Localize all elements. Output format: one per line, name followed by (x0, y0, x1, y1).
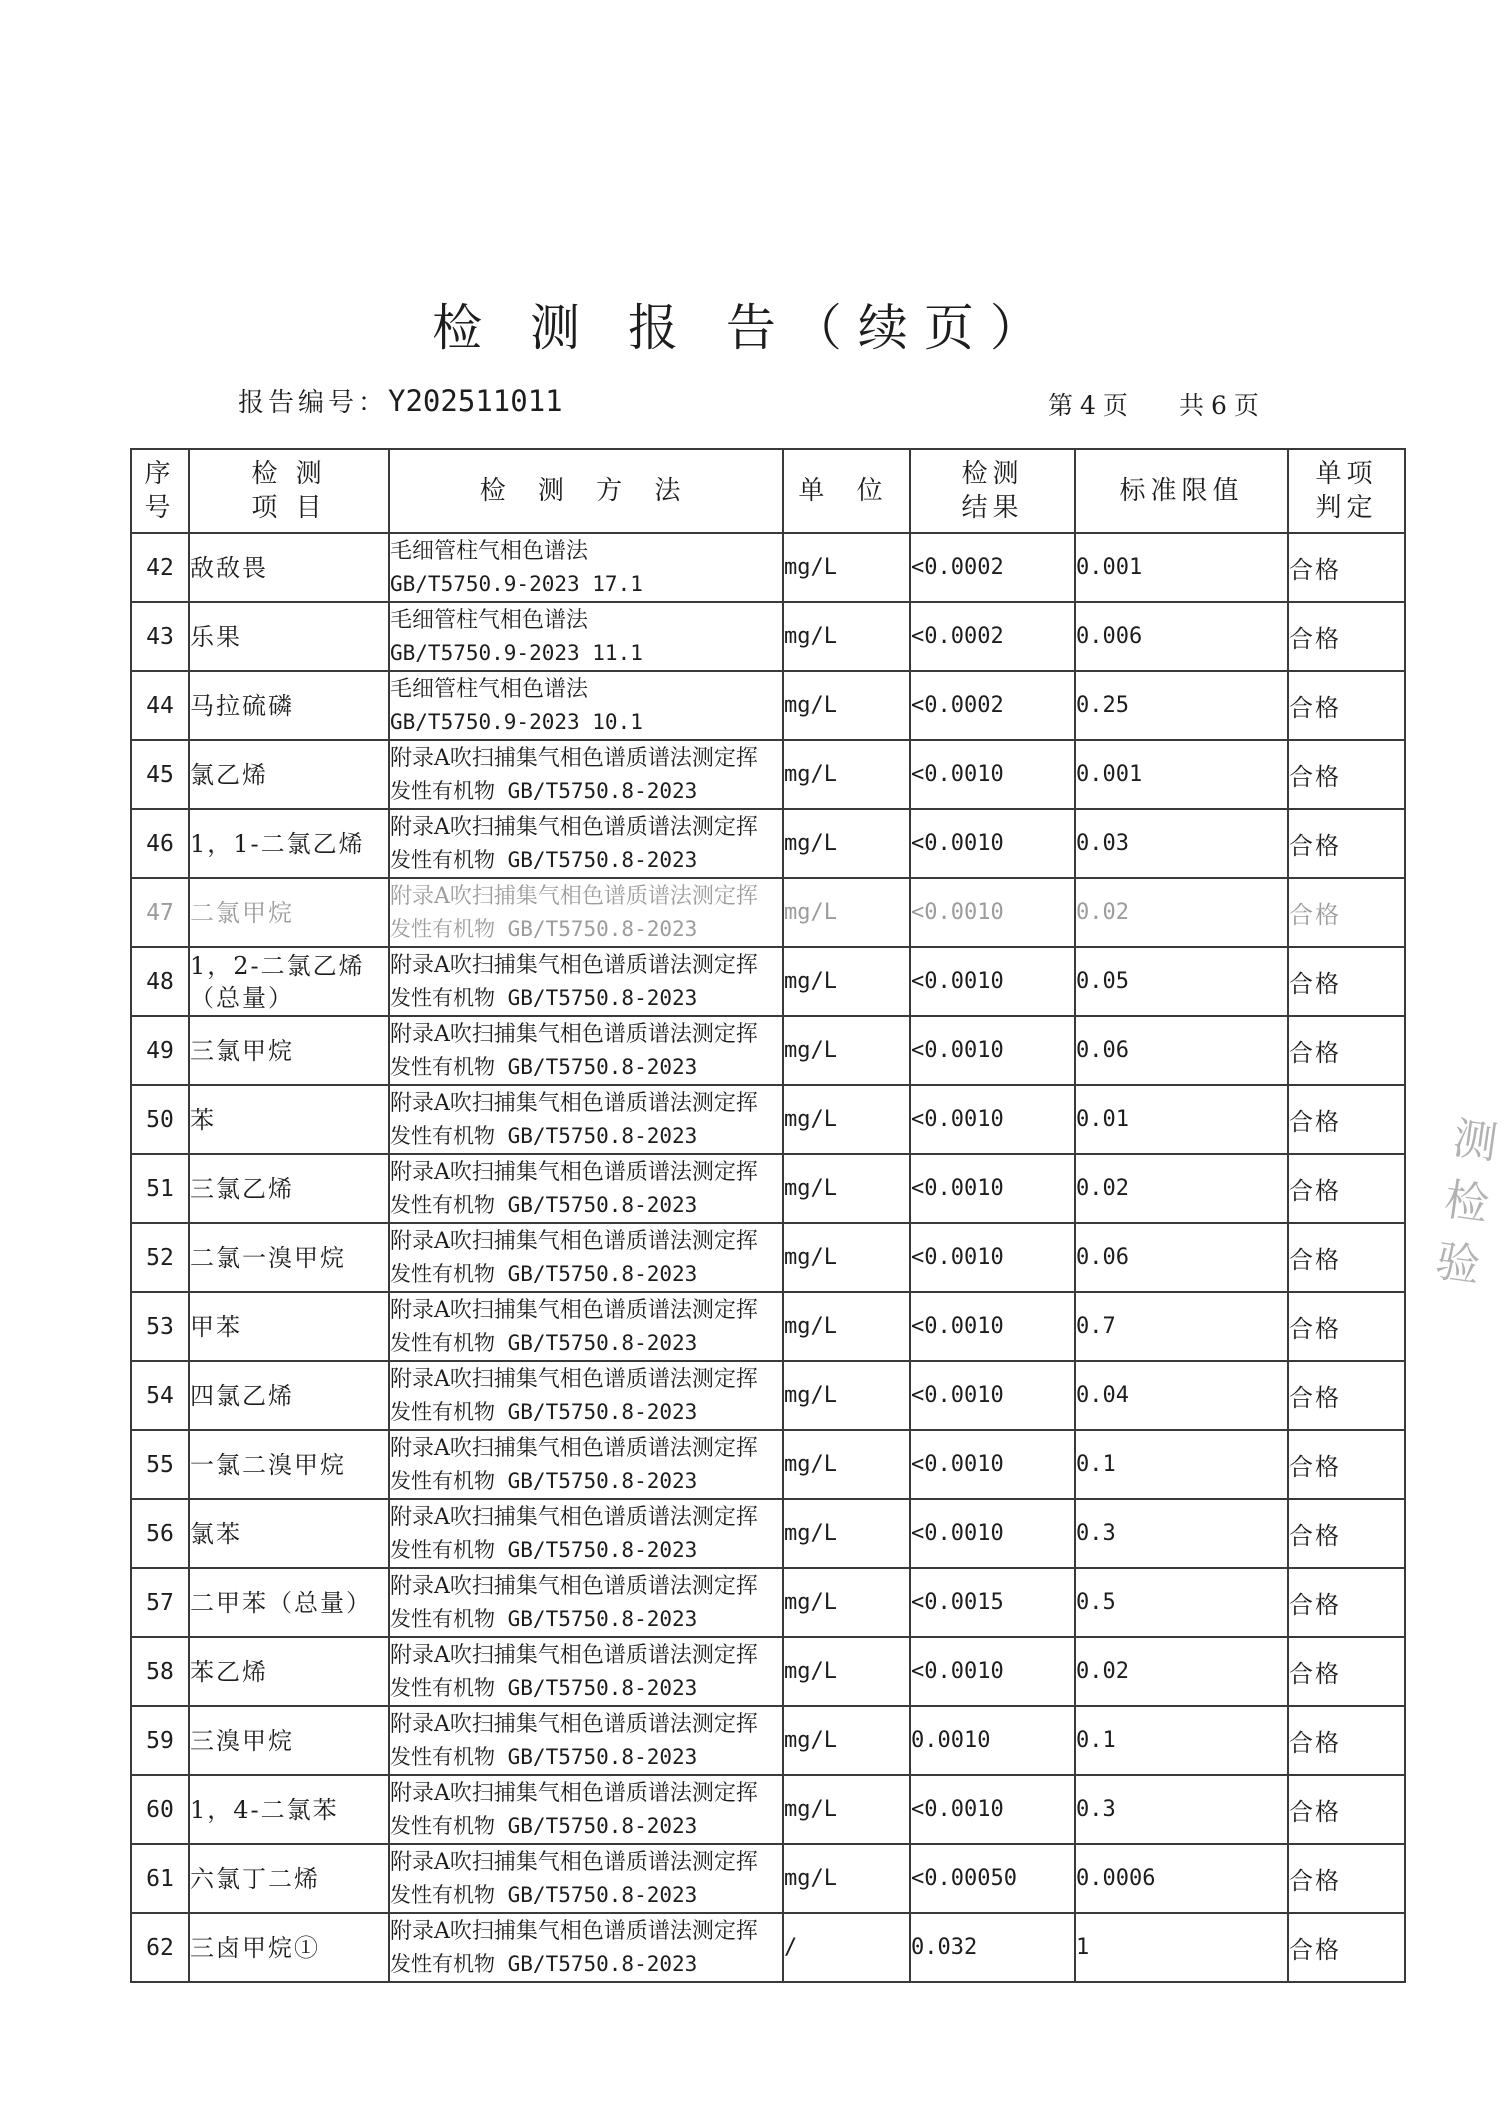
cell-item: 二氯甲烷 (189, 878, 389, 947)
cell-unit: mg/L (783, 1568, 910, 1637)
method-line-1: 附录A吹扫捕集气相色谱质谱法测定挥 (390, 1711, 758, 1737)
method-line-1: 附录A吹扫捕集气相色谱质谱法测定挥 (390, 952, 758, 978)
cell-method (389, 1154, 783, 1223)
cell-result: <0.0010 (910, 878, 1075, 947)
cell-method (389, 1292, 783, 1361)
cell-item: 苯 (189, 1085, 389, 1154)
cell-no: 54 (131, 1361, 189, 1430)
method-line-1: 附录A吹扫捕集气相色谱质谱法测定挥 (390, 1297, 758, 1323)
method-line-1: 附录A吹扫捕集气相色谱质谱法测定挥 (390, 1435, 758, 1461)
stamp-char: 测 (1449, 1112, 1501, 1170)
table-row (131, 947, 1405, 1016)
method-line-1: 附录A吹扫捕集气相色谱质谱法测定挥 (390, 1504, 758, 1530)
cell-verdict: 合格 (1288, 671, 1405, 740)
cell-method (389, 602, 783, 671)
cell-result: <0.0010 (910, 809, 1075, 878)
cell-no: 52 (131, 1223, 189, 1292)
cell-method (389, 1085, 783, 1154)
cell-result: <0.0010 (910, 947, 1075, 1016)
cell-no: 45 (131, 740, 189, 809)
page-total: 6 (1210, 391, 1230, 420)
cell-verdict: 合格 (1288, 1085, 1405, 1154)
cell-result: <0.0010 (910, 1430, 1075, 1499)
cell-no: 46 (131, 809, 189, 878)
cell-limit: 1 (1075, 1913, 1288, 1982)
cell-item: 甲苯 (189, 1292, 389, 1361)
cell-item: 马拉硫磷 (189, 671, 389, 740)
results-table (130, 448, 1406, 1983)
cell-no: 62 (131, 1913, 189, 1982)
cell-result: <0.0002 (910, 671, 1075, 740)
page-total-suffix: 页 (1233, 391, 1262, 420)
method-line-1: 附录A吹扫捕集气相色谱质谱法测定挥 (390, 883, 758, 909)
cell-unit: mg/L (783, 740, 910, 809)
method-line-1: 附录A吹扫捕集气相色谱质谱法测定挥 (390, 1021, 758, 1047)
cell-result: <0.0010 (910, 740, 1075, 809)
method-line-1: 附录A吹扫捕集气相色谱质谱法测定挥 (390, 1573, 758, 1599)
cell-limit: 0.006 (1075, 602, 1288, 671)
method-line-1: 毛细管柱气相色谱法 (390, 538, 589, 564)
cell-no: 43 (131, 602, 189, 671)
table-row (131, 1844, 1405, 1913)
cell-method (389, 671, 783, 740)
method-line-2: 发性有机物 GB/T5750.8-2023 (390, 1261, 698, 1286)
table-row (131, 1499, 1405, 1568)
cell-item: 三卤甲烷① (189, 1913, 389, 1982)
cell-method (389, 1844, 783, 1913)
table-row (131, 1016, 1405, 1085)
method-line-2: GB/T5750.9-2023 17.1 (390, 571, 643, 596)
cell-item: 氯苯 (189, 1499, 389, 1568)
cell-item: 三氯甲烷 (189, 1016, 389, 1085)
table-row (131, 740, 1405, 809)
cell-unit: mg/L (783, 1016, 910, 1085)
cell-no: 55 (131, 1430, 189, 1499)
page-current: 4 (1080, 391, 1099, 420)
table-row (131, 533, 1405, 602)
cell-unit: mg/L (783, 602, 910, 671)
cell-verdict: 合格 (1288, 1223, 1405, 1292)
cell-method (389, 1430, 783, 1499)
cell-unit: mg/L (783, 1223, 910, 1292)
cell-item: 三氯乙烯 (189, 1154, 389, 1223)
cell-unit: mg/L (783, 1085, 910, 1154)
cell-unit: mg/L (783, 809, 910, 878)
cell-verdict: 合格 (1288, 1361, 1405, 1430)
method-line-2: 发性有机物 GB/T5750.8-2023 (390, 778, 698, 803)
table-row (131, 1292, 1405, 1361)
cell-item: 二氯一溴甲烷 (189, 1223, 389, 1292)
cell-no: 49 (131, 1016, 189, 1085)
cell-item: 1，1-二氯乙烯 (189, 809, 389, 878)
cell-no: 42 (131, 533, 189, 602)
stamp-char: 检 (1441, 1174, 1492, 1231)
cell-verdict: 合格 (1288, 1913, 1405, 1982)
cell-verdict: 合格 (1288, 1775, 1405, 1844)
cell-limit: 0.05 (1075, 947, 1288, 1016)
cell-verdict: 合格 (1288, 1706, 1405, 1775)
method-line-2: 发性有机物 GB/T5750.8-2023 (390, 1123, 698, 1148)
table-row (131, 1775, 1405, 1844)
cell-unit: mg/L (783, 671, 910, 740)
table-row (131, 1154, 1405, 1223)
header-unit: 单 位 (783, 449, 910, 533)
method-line-2: 发性有机物 GB/T5750.8-2023 (390, 1744, 698, 1769)
method-line-2: 发性有机物 GB/T5750.8-2023 (390, 916, 698, 941)
header-limit: 标准限值 (1075, 449, 1288, 533)
cell-limit: 0.06 (1075, 1223, 1288, 1292)
table-row (131, 1568, 1405, 1637)
method-line-1: 毛细管柱气相色谱法 (390, 676, 589, 702)
page-indicator (1048, 386, 1266, 422)
table-row (131, 1706, 1405, 1775)
cell-limit: 0.04 (1075, 1361, 1288, 1430)
report-number (238, 382, 563, 419)
report-title: 检 测 报 告（续页） (432, 299, 1056, 357)
table-row (131, 671, 1405, 740)
cell-result: <0.0010 (910, 1637, 1075, 1706)
header-result: 检测 结果 (910, 449, 1075, 533)
table-row (131, 1430, 1405, 1499)
method-line-2: 发性有机物 GB/T5750.8-2023 (390, 1054, 698, 1079)
cell-limit: 0.06 (1075, 1016, 1288, 1085)
header-method: 检 测 方 法 (389, 449, 783, 533)
header-verdict: 单项 判定 (1288, 449, 1405, 533)
cell-method (389, 878, 783, 947)
page-total-prefix: 共 (1178, 391, 1207, 420)
cell-verdict: 合格 (1288, 1844, 1405, 1913)
cell-limit: 0.5 (1075, 1568, 1288, 1637)
cell-limit: 0.1 (1075, 1706, 1288, 1775)
cell-verdict: 合格 (1288, 809, 1405, 878)
method-line-2: 发性有机物 GB/T5750.8-2023 (390, 1192, 698, 1217)
table-body (131, 533, 1405, 1982)
table-row (131, 809, 1405, 878)
seal-stamp-fragment (1423, 1108, 1505, 1362)
method-line-1: 附录A吹扫捕集气相色谱质谱法测定挥 (390, 745, 758, 771)
cell-verdict: 合格 (1288, 878, 1405, 947)
header-item: 检 测 项 目 (189, 449, 389, 533)
cell-item: 1，4-二氯苯 (189, 1775, 389, 1844)
cell-item: 三溴甲烷 (189, 1706, 389, 1775)
method-line-2: 发性有机物 GB/T5750.8-2023 (390, 1951, 698, 1976)
cell-result: <0.0015 (910, 1568, 1075, 1637)
cell-result: <0.0010 (910, 1085, 1075, 1154)
cell-result: <0.0010 (910, 1361, 1075, 1430)
cell-limit: 0.0006 (1075, 1844, 1288, 1913)
cell-no: 59 (131, 1706, 189, 1775)
method-line-1: 附录A吹扫捕集气相色谱质谱法测定挥 (390, 1228, 758, 1254)
cell-item: 四氯乙烯 (189, 1361, 389, 1430)
cell-limit: 0.01 (1075, 1085, 1288, 1154)
cell-no: 53 (131, 1292, 189, 1361)
method-line-2: 发性有机物 GB/T5750.8-2023 (390, 1330, 698, 1355)
cell-method (389, 1775, 783, 1844)
cell-limit: 0.02 (1075, 1637, 1288, 1706)
cell-no: 47 (131, 878, 189, 947)
cell-limit: 0.25 (1075, 671, 1288, 740)
cell-method (389, 740, 783, 809)
cell-no: 57 (131, 1568, 189, 1637)
table-row (131, 1913, 1405, 1982)
method-line-2: 发性有机物 GB/T5750.8-2023 (390, 1537, 698, 1562)
cell-method (389, 1016, 783, 1085)
cell-method (389, 1913, 783, 1982)
method-line-2: 发性有机物 GB/T5750.8-2023 (390, 1813, 698, 1838)
cell-limit: 0.02 (1075, 1154, 1288, 1223)
cell-unit: mg/L (783, 533, 910, 602)
cell-result: <0.0010 (910, 1154, 1075, 1223)
cell-result: 0.032 (910, 1913, 1075, 1982)
cell-item: 一氯二溴甲烷 (189, 1430, 389, 1499)
method-line-1: 附录A吹扫捕集气相色谱质谱法测定挥 (390, 1159, 758, 1185)
method-line-1: 附录A吹扫捕集气相色谱质谱法测定挥 (390, 1918, 758, 1944)
cell-result: <0.0010 (910, 1016, 1075, 1085)
cell-method (389, 1637, 783, 1706)
method-line-1: 附录A吹扫捕集气相色谱质谱法测定挥 (390, 1090, 758, 1116)
report-number-value: Y202511011 (388, 384, 563, 418)
table-header (131, 449, 1405, 533)
cell-result: <0.0010 (910, 1223, 1075, 1292)
cell-unit: mg/L (783, 878, 910, 947)
table-row (131, 1361, 1405, 1430)
cell-item: 苯乙烯 (189, 1637, 389, 1706)
cell-method (389, 1706, 783, 1775)
cell-unit: mg/L (783, 1844, 910, 1913)
method-line-2: GB/T5750.9-2023 10.1 (390, 709, 643, 734)
cell-no: 60 (131, 1775, 189, 1844)
table-row (131, 1223, 1405, 1292)
method-line-1: 附录A吹扫捕集气相色谱质谱法测定挥 (390, 1780, 758, 1806)
cell-no: 44 (131, 671, 189, 740)
cell-item: 敌敌畏 (189, 533, 389, 602)
cell-limit: 0.02 (1075, 878, 1288, 947)
cell-limit: 0.1 (1075, 1430, 1288, 1499)
cell-result: <0.0010 (910, 1775, 1075, 1844)
cell-unit: mg/L (783, 1292, 910, 1361)
cell-limit: 0.001 (1075, 533, 1288, 602)
cell-unit: mg/L (783, 1775, 910, 1844)
cell-verdict: 合格 (1288, 1292, 1405, 1361)
cell-unit: mg/L (783, 1154, 910, 1223)
cell-verdict: 合格 (1288, 947, 1405, 1016)
cell-result: <0.0002 (910, 533, 1075, 602)
cell-method (389, 1568, 783, 1637)
cell-method (389, 809, 783, 878)
cell-no: 51 (131, 1154, 189, 1223)
cell-result: <0.0002 (910, 602, 1075, 671)
cell-unit: mg/L (783, 947, 910, 1016)
stamp-char: 验 (1432, 1235, 1484, 1293)
method-line-2: GB/T5750.9-2023 11.1 (390, 640, 643, 665)
cell-method (389, 1223, 783, 1292)
cell-no: 61 (131, 1844, 189, 1913)
cell-no: 48 (131, 947, 189, 1016)
method-line-2: 发性有机物 GB/T5750.8-2023 (390, 847, 698, 872)
page-prefix: 第 (1048, 391, 1077, 420)
cell-method (389, 1499, 783, 1568)
method-line-1: 附录A吹扫捕集气相色谱质谱法测定挥 (390, 814, 758, 840)
cell-result: 0.0010 (910, 1706, 1075, 1775)
method-line-2: 发性有机物 GB/T5750.8-2023 (390, 1675, 698, 1700)
cell-unit: mg/L (783, 1361, 910, 1430)
method-line-1: 附录A吹扫捕集气相色谱质谱法测定挥 (390, 1849, 758, 1875)
cell-unit: mg/L (783, 1499, 910, 1568)
cell-verdict: 合格 (1288, 1154, 1405, 1223)
cell-verdict: 合格 (1288, 740, 1405, 809)
cell-result: <0.0010 (910, 1499, 1075, 1568)
cell-item: 二甲苯（总量） (189, 1568, 389, 1637)
cell-item: 乐果 (189, 602, 389, 671)
table-row (131, 1085, 1405, 1154)
cell-limit: 0.03 (1075, 809, 1288, 878)
cell-verdict: 合格 (1288, 533, 1405, 602)
cell-no: 50 (131, 1085, 189, 1154)
table-row (131, 602, 1405, 671)
cell-result: <0.0010 (910, 1292, 1075, 1361)
cell-verdict: 合格 (1288, 1499, 1405, 1568)
cell-item: 1，2-二氯乙烯（总量） (189, 947, 389, 1016)
cell-unit: mg/L (783, 1637, 910, 1706)
cell-verdict: 合格 (1288, 1016, 1405, 1085)
cell-verdict: 合格 (1288, 602, 1405, 671)
cell-result: <0.00050 (910, 1844, 1075, 1913)
method-line-2: 发性有机物 GB/T5750.8-2023 (390, 1468, 698, 1493)
method-line-1: 附录A吹扫捕集气相色谱质谱法测定挥 (390, 1642, 758, 1668)
cell-item: 六氯丁二烯 (189, 1844, 389, 1913)
table-row (131, 878, 1405, 947)
page-char: 页 (1102, 391, 1131, 420)
cell-item: 氯乙烯 (189, 740, 389, 809)
cell-limit: 0.7 (1075, 1292, 1288, 1361)
method-line-1: 毛细管柱气相色谱法 (390, 607, 589, 633)
method-line-2: 发性有机物 GB/T5750.8-2023 (390, 985, 698, 1010)
method-line-1: 附录A吹扫捕集气相色谱质谱法测定挥 (390, 1366, 758, 1392)
cell-limit: 0.001 (1075, 740, 1288, 809)
cell-unit: mg/L (783, 1706, 910, 1775)
cell-verdict: 合格 (1288, 1568, 1405, 1637)
header-no: 序 号 (131, 449, 189, 533)
cell-method (389, 533, 783, 602)
cell-unit: mg/L (783, 1430, 910, 1499)
cell-no: 56 (131, 1499, 189, 1568)
table-row (131, 1637, 1405, 1706)
report-number-label: 报告编号： (238, 388, 389, 418)
cell-unit: / (783, 1913, 910, 1982)
cell-limit: 0.3 (1075, 1775, 1288, 1844)
cell-verdict: 合格 (1288, 1637, 1405, 1706)
cell-no: 58 (131, 1637, 189, 1706)
method-line-2: 发性有机物 GB/T5750.8-2023 (390, 1606, 698, 1631)
cell-method (389, 947, 783, 1016)
cell-verdict: 合格 (1288, 1430, 1405, 1499)
method-line-2: 发性有机物 GB/T5750.8-2023 (390, 1399, 698, 1424)
cell-method (389, 1361, 783, 1430)
cell-limit: 0.3 (1075, 1499, 1288, 1568)
method-line-2: 发性有机物 GB/T5750.8-2023 (390, 1882, 698, 1907)
